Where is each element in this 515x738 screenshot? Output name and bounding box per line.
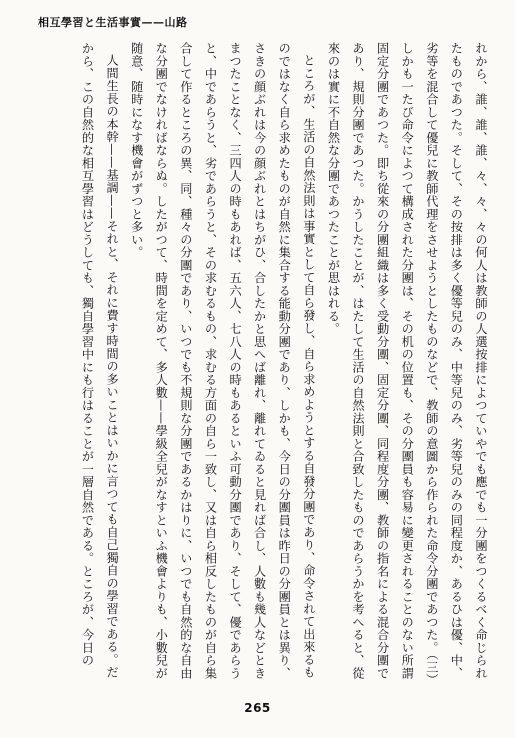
paragraph-2: ところが、生活の自然法則は事實として自ら發し、自ら求めようとする自發分團であり、命令されて出來るものではなく自ら求めたものが自然に集合する能動分團であり、しかも、今日の分團員は昨日の分團員とは異り、さきの顔ぶれは今の顔ぶれとはちがひ、合したかと思へば離れ、離れてゐると見れば合し、人數も幾人などときまつたことなく、三四人の時もあれば、五六人、七八人の時もあるといふ可動分團であり、そして、優であらうと、中であらうと、劣であらうと、その求むるもの、求むる方面の自ら一致し、又は自ら相反したものが自ら集合して作るところの異、同、種々の分團であり、いつでも不規則な分團であるかはりに、いつでも自然的な自由な分團でなければならぬ。したがつて、時間を定めて、多人數——學級全兒がなすといふ機會よりも、小數兒が随意、随時になす機會がずつと多い。 bbox=[129, 42, 316, 680]
vertical-body-text bbox=[18, 42, 493, 682]
paragraph-1: れから、誰、誰、誰、々、々、々の何人は教師の人選按排によつていやでも應でも一分團をつくるべく命じられたものであつた。そして、その按排は多く優等兒のみ、中等兒のみ、劣等兒のみの同程度か、あるひは優、中、劣等を混合して優兒に教師代理をさせようとしたものなどで、教師の意圖から作られた命令分團であつた。（三）しかも一たび命令によつて構成された分團は、その机の位置も、その分團員も容易に變更されることのない所謂固定分團であつた。即ち從來の分團組織は多く受動分團、固定分團、同程度分團、教師の指名による混合分團であり、規則分團であつた。かうしたことが、はたして生活の自然法則と合致したものであらうかを考へると、從來のは實に不自然な分團であつたことが思はれる。 bbox=[326, 42, 488, 681]
paragraph-3: 人間生長の本幹——基調——それと、それに費す時間の多いことはいかに言つても自己獨自の學習である。だから、この自然的な相互學習はどうしても、獨自學習中にも行はることが一層自然である。ところが、今日の bbox=[80, 42, 120, 679]
running-header: 相互學習と生活事實——山路 bbox=[38, 16, 188, 29]
page-number: 265 bbox=[244, 701, 271, 715]
